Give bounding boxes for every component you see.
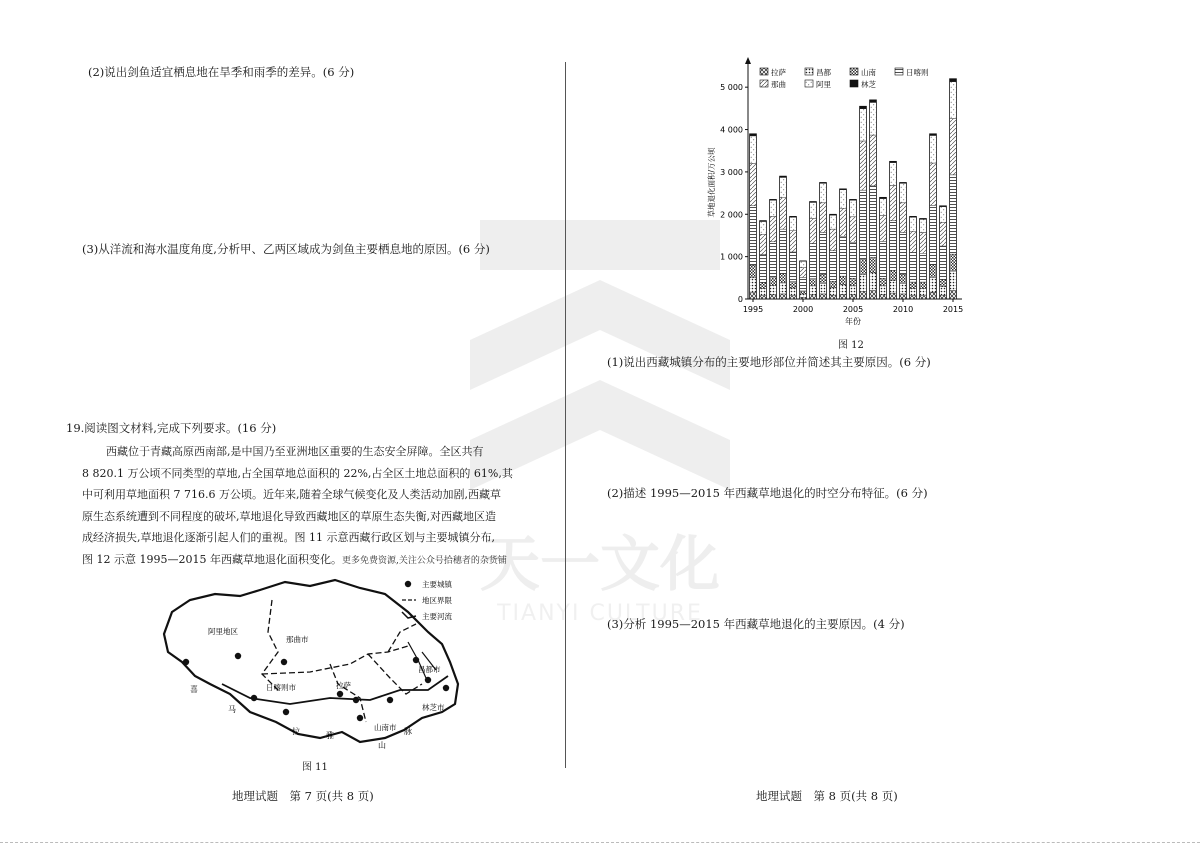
bar-segment — [850, 217, 857, 242]
bar-segment — [910, 296, 917, 299]
bar-segment — [930, 135, 937, 163]
bar-segment — [870, 186, 877, 258]
legend-label: 那曲 — [771, 80, 786, 89]
bar-segment — [800, 291, 807, 294]
bar-segment — [790, 217, 797, 231]
question-18-2: (2)说出剑鱼适宜栖息地在旱季和雨季的差异。(6 分) — [88, 65, 355, 79]
town-marker — [337, 691, 343, 697]
y-tick-label: 0 — [737, 295, 743, 304]
bar-segment — [850, 286, 857, 295]
bar-segment — [770, 295, 777, 299]
watermark-subtext: TIANYI CULTURE — [497, 601, 703, 626]
map-label-mountain-4: 雅 — [326, 731, 334, 740]
bar-segment — [840, 190, 847, 209]
bar-segment — [870, 291, 877, 299]
bar-segment — [860, 260, 867, 275]
x-tick-label: 2000 — [792, 305, 814, 314]
bar-segment — [910, 282, 917, 288]
bar-segment — [810, 295, 817, 299]
bar-segment — [940, 207, 947, 223]
bar-segment — [940, 222, 947, 246]
bar-segment — [830, 281, 837, 287]
town-marker — [443, 685, 449, 691]
chart-svg — [700, 56, 968, 336]
bar-segment — [850, 295, 857, 299]
bar-segment — [950, 254, 957, 271]
bar-segment — [780, 198, 787, 229]
map-label-mountain-2: 马 — [228, 705, 236, 714]
bar-segment — [900, 294, 907, 299]
bar-segment — [750, 278, 757, 293]
material-line: 西藏位于青藏高原西南部,是中国乃至亚洲地区重要的生态安全屏障。全区共有 — [106, 445, 484, 458]
bar-segment — [760, 296, 767, 299]
legend-label: 昌都 — [816, 68, 831, 77]
bar-segment — [780, 294, 787, 299]
footer-left: 地理试题 第 7 页(共 8 页) — [232, 789, 374, 803]
bar-segment — [890, 163, 897, 186]
question-19-1: (1)说出西藏城镇分布的主要地形部位并简述其主要原因。(6 分) — [607, 355, 931, 369]
bar-segment — [750, 265, 757, 278]
legend-river-label: 主要河流 — [422, 612, 452, 621]
bar-segment — [950, 291, 957, 299]
bar-segment — [810, 279, 817, 286]
bar-segment — [950, 175, 957, 254]
map-label-mountain-5: 山 — [378, 741, 386, 750]
bar-segment — [870, 102, 877, 135]
bar-segment — [890, 293, 897, 299]
y-tick-label: 2 000 — [720, 210, 743, 220]
legend-swatch — [760, 80, 768, 87]
bar-segment — [810, 202, 817, 218]
bar-segment — [770, 278, 777, 286]
bar-segment — [790, 288, 797, 296]
bar-segment — [860, 106, 867, 109]
bar-segment — [770, 285, 777, 294]
degradation-chart — [700, 56, 968, 336]
map-label-ali: 阿里地区 — [208, 627, 238, 636]
bar-segment — [790, 296, 797, 299]
map-label-mountain-3: 拉 — [292, 727, 300, 736]
bar-segment — [770, 216, 777, 241]
bar-segment — [950, 271, 957, 290]
material-line: 8 820.1 万公顷不同类型的草地,占全国草地总面积的 22%,占全区土地总面积的 61%,其 — [82, 466, 513, 480]
bar-segment — [850, 200, 857, 217]
bar-segment — [940, 295, 947, 299]
question-19-material — [82, 441, 548, 572]
town-marker — [413, 657, 419, 663]
town-marker — [183, 659, 189, 665]
bar-segment — [890, 270, 897, 281]
bar-segment — [860, 274, 867, 291]
bar-segment — [920, 282, 927, 288]
bar-segment — [880, 286, 887, 295]
bar-segment — [900, 232, 907, 274]
bar-segment — [940, 246, 947, 279]
material-line: 图 12 示意 1995—2015 年西藏草地退化面积变化。 — [82, 552, 342, 566]
bar-segment — [750, 136, 757, 164]
map-label-mountain-6: 脉 — [404, 727, 412, 736]
bar-segment — [910, 288, 917, 295]
footer-right: 地理试题 第 8 页(共 8 页) — [756, 789, 898, 803]
bar-segment — [750, 163, 757, 205]
bar-segment — [800, 294, 807, 297]
map-label-shannan: 山南市 — [374, 723, 397, 732]
legend-swatch — [895, 68, 903, 75]
bar-segment — [830, 288, 837, 296]
bar-segment — [770, 242, 777, 278]
chart-caption: 图 12 — [838, 340, 864, 351]
map-label-naqu: 那曲市 — [286, 635, 309, 644]
bar-segment — [900, 203, 907, 233]
town-marker — [425, 677, 431, 683]
bar-segment — [750, 293, 757, 299]
bar-segment — [820, 232, 827, 274]
bar-segment — [790, 252, 797, 282]
bar-segment — [890, 185, 897, 220]
bar-segment — [850, 278, 857, 286]
y-tick-label: 5 000 — [720, 83, 743, 93]
bar-segment — [780, 229, 787, 273]
bar-segment — [760, 288, 767, 295]
material-line: 中可利用草地面积 7 716.6 万公顷。近年来,随着全球气候变化及人类活动加剧,西藏草 — [82, 488, 501, 501]
legend-border-label: 地区界限 — [422, 596, 452, 605]
tibet-map — [160, 572, 480, 772]
bar-segment — [780, 283, 787, 294]
bar-segment — [760, 221, 767, 234]
bar-segment — [920, 253, 927, 282]
bar-segment — [860, 190, 867, 259]
x-tick-label: 2015 — [942, 305, 964, 314]
district-border — [330, 664, 366, 722]
bar-segment — [830, 251, 837, 282]
chart-legend — [760, 67, 929, 89]
town-marker — [357, 715, 363, 721]
bar-segment — [930, 265, 937, 278]
bar-segment — [820, 294, 827, 299]
bar-segment — [930, 205, 937, 264]
bar-segment — [860, 141, 867, 190]
bar-segment — [880, 216, 887, 242]
legend-label: 林芝 — [861, 80, 876, 89]
material-line: 成经济损失,草地退化逐渐引起人们的重视。图 11 示意西藏行政区划与主要城镇分布, — [82, 531, 495, 544]
bar-segment — [890, 221, 897, 271]
bar-segment — [920, 296, 927, 299]
y-tick-label: 4 000 — [720, 125, 743, 135]
bar-segment — [930, 277, 937, 292]
bar-segment — [950, 82, 957, 119]
bar-segment — [760, 234, 767, 254]
bar-segment — [880, 241, 887, 278]
town-marker — [387, 697, 393, 703]
legend-town-label: 主要城镇 — [422, 580, 452, 589]
town-marker — [251, 695, 257, 701]
town-marker — [353, 697, 359, 703]
map-label-lasa: 拉萨 — [336, 681, 351, 690]
bar-segment — [870, 135, 877, 186]
map-label-rikaze: 日喀则市 — [266, 683, 296, 692]
bar-segment — [800, 277, 807, 291]
legend-label: 日喀则 — [906, 68, 929, 77]
bar-segment — [910, 217, 917, 231]
town-marker — [235, 653, 241, 659]
bar-segment — [750, 206, 757, 265]
bar-segment — [810, 286, 817, 295]
bar-segment — [820, 274, 827, 283]
map-label-mountain-1: 喜 — [190, 685, 198, 694]
bar-segment — [930, 292, 937, 299]
bar-segment — [860, 291, 867, 299]
legend-label: 拉萨 — [771, 68, 786, 77]
bar-segment — [880, 278, 887, 286]
question-19-3: (3)分析 1995—2015 年西藏草地退化的主要原因。(4 分) — [607, 617, 905, 631]
bar-segment — [760, 255, 767, 283]
y-tick-label: 3 000 — [720, 167, 743, 177]
x-tick-label: 2010 — [892, 305, 914, 314]
x-tick-label: 2005 — [842, 305, 864, 314]
bar-segment — [950, 79, 957, 82]
legend-town-symbol — [405, 581, 411, 587]
bar-segment — [820, 183, 827, 202]
bar-segment — [880, 295, 887, 299]
legend-swatch — [805, 80, 813, 87]
bar-segment — [850, 242, 857, 278]
question-18-3: (3)从洋流和海水温度角度,分析甲、乙两区域成为剑鱼主要栖息地的原因。(6 分) — [82, 242, 490, 256]
town-marker — [281, 659, 287, 665]
resource-note: 更多免费资源,关注公众号拾穗者的杂货铺 — [341, 555, 507, 566]
bar-segment — [820, 203, 827, 233]
bar-segment — [820, 283, 827, 294]
bar-segment — [810, 244, 817, 279]
y-axis-label: 草地退化面积/万公顷 — [707, 147, 716, 218]
map-label-linzhi: 林芝市 — [422, 703, 445, 712]
bar-segment — [830, 229, 837, 251]
bar-segment — [910, 231, 917, 252]
y-tick-label: 1 000 — [720, 252, 743, 262]
bar-segment — [880, 199, 887, 216]
legend-swatch — [850, 68, 858, 75]
legend-label: 阿里 — [816, 80, 831, 89]
bar-segment — [920, 232, 927, 253]
bar-segment — [840, 276, 847, 284]
map-label-changdu: 昌都市 — [418, 665, 441, 674]
bar-segment — [910, 252, 917, 282]
bar-segment — [950, 119, 957, 175]
bar-segment — [900, 283, 907, 294]
bottom-dashed-line — [0, 842, 1200, 843]
district-border — [262, 600, 280, 692]
bar-segment — [940, 287, 947, 295]
watermark-text: 天一文化 — [480, 530, 720, 600]
bar-segment — [840, 208, 847, 236]
watermark-bar — [480, 220, 720, 270]
bar-segment — [780, 274, 787, 283]
bar-segment — [920, 288, 927, 295]
question-19-2: (2)描述 1995—2015 年西藏草地退化的时空分布特征。(6 分) — [607, 486, 928, 500]
watermark-chevron-top — [470, 280, 730, 390]
bar-segment — [900, 274, 907, 283]
bar-segment — [790, 231, 797, 252]
bar-segment — [920, 219, 927, 232]
legend-swatch — [805, 68, 813, 75]
bar-segment — [840, 236, 847, 276]
question-19-title: 19.阅读图文材料,完成下列要求。(16 分) — [66, 421, 277, 435]
bar-segment — [800, 268, 807, 278]
x-tick-label: 1995 — [742, 305, 764, 314]
bar-segment — [830, 295, 837, 299]
bar-segment — [840, 294, 847, 299]
bar-segment — [830, 215, 837, 229]
bar-segment — [870, 257, 877, 272]
map-caption: 图 11 — [302, 762, 328, 773]
bar-segment — [900, 183, 907, 202]
bar-segment — [870, 273, 877, 291]
bar-segment — [860, 109, 867, 141]
legend-swatch — [850, 80, 858, 87]
x-axis-label: 年份 — [845, 317, 861, 326]
bar-segment — [810, 219, 817, 244]
bar-segment — [790, 282, 797, 288]
bar-segment — [800, 261, 807, 267]
bar-segment — [770, 200, 777, 216]
bar-segment — [930, 163, 937, 205]
material-line: 原生态系统遭到不同程度的破坏,草地退化导致西藏地区的草原生态失衡,对西藏地区造 — [82, 509, 496, 523]
town-marker — [283, 709, 289, 715]
bar-segment — [890, 281, 897, 293]
y-axis-arrow — [745, 57, 751, 64]
bar-segment — [870, 100, 877, 103]
page-divider — [565, 62, 566, 768]
bar-segment — [940, 280, 947, 287]
legend-swatch — [760, 68, 768, 75]
bar-segment — [760, 282, 767, 288]
bar-segment — [840, 285, 847, 295]
legend-label: 山南 — [861, 68, 876, 77]
bar-segment — [780, 177, 787, 197]
